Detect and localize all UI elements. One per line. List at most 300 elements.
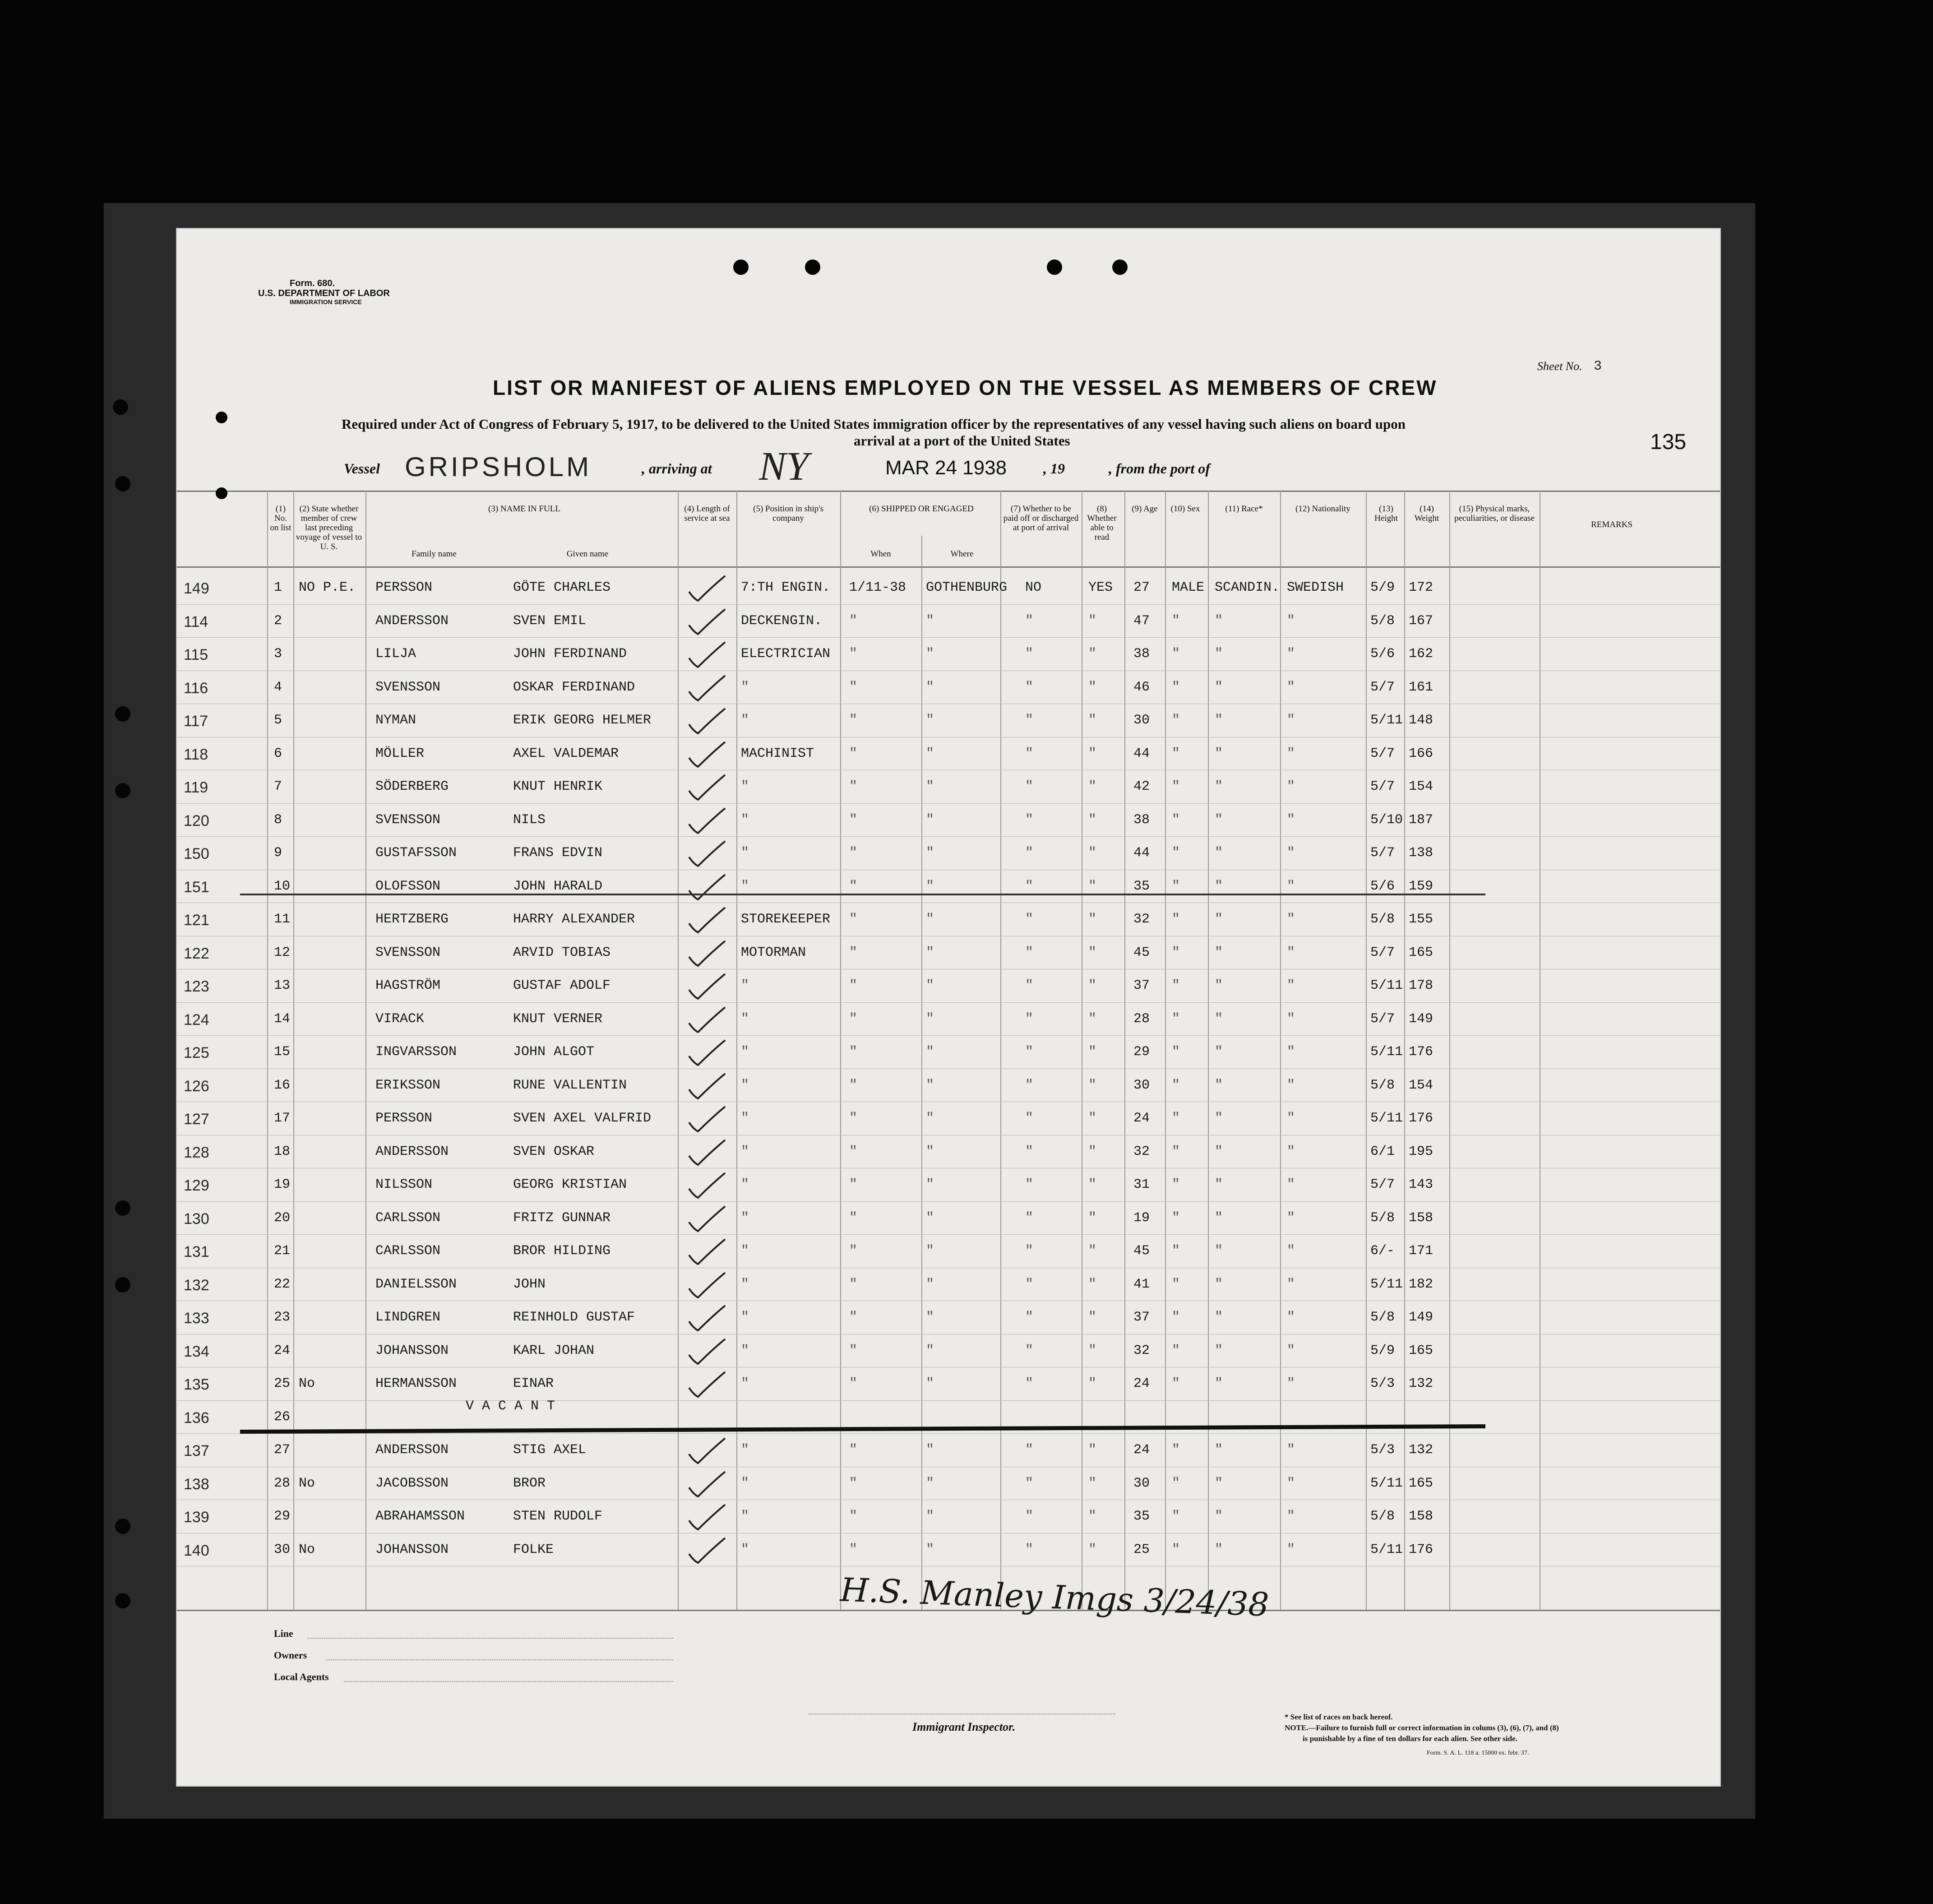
row-position: " xyxy=(741,845,749,861)
row-position: " xyxy=(741,978,749,993)
table-top-rule xyxy=(177,491,1720,492)
row-sex: " xyxy=(1172,1343,1180,1358)
row-position: " xyxy=(741,1310,749,1325)
punch-hole xyxy=(1112,259,1128,275)
row-shipped-where: " xyxy=(926,1044,934,1060)
row-list-number: 27 xyxy=(274,1442,291,1458)
row-weight: 176 xyxy=(1409,1111,1434,1126)
row-weight: 158 xyxy=(1409,1509,1434,1524)
row-nationality: " xyxy=(1287,746,1295,761)
row-height: 5/7 xyxy=(1370,1011,1395,1027)
row-paid-off: " xyxy=(1025,1210,1034,1226)
row-list-number: 26 xyxy=(274,1409,291,1425)
row-position: " xyxy=(741,1376,749,1391)
row-list-number: 17 xyxy=(274,1111,291,1126)
row-able-read: " xyxy=(1088,845,1097,861)
row-paid-off: " xyxy=(1025,912,1034,927)
col-header-able-read: (8) Whether able to read xyxy=(1087,504,1117,542)
row-race: " xyxy=(1215,1343,1223,1358)
table-row xyxy=(177,1235,1720,1268)
row-shipped-when: " xyxy=(849,878,858,894)
row-age: 37 xyxy=(1133,978,1150,993)
row-sex: " xyxy=(1172,1177,1180,1192)
row-sex: " xyxy=(1172,978,1180,993)
row-shipped-where: GOTHENBURG xyxy=(926,580,1008,595)
row-line-number: 131 xyxy=(184,1243,209,1260)
row-position: DECKENGIN. xyxy=(741,613,823,629)
row-shipped-when: " xyxy=(849,646,858,662)
row-sex: " xyxy=(1172,613,1180,629)
row-age: 30 xyxy=(1133,713,1150,728)
row-nationality: " xyxy=(1287,779,1295,794)
row-shipped-when: 1/11-38 xyxy=(849,580,906,595)
row-line-number: 123 xyxy=(184,978,209,995)
row-able-read: " xyxy=(1088,1243,1097,1259)
check-mark-icon xyxy=(687,972,727,1003)
row-position: MACHINIST xyxy=(741,746,814,761)
check-mark-icon xyxy=(687,1204,727,1236)
row-age: 45 xyxy=(1133,1243,1150,1259)
row-able-read: " xyxy=(1088,679,1097,695)
row-paid-off: " xyxy=(1025,1044,1034,1060)
table-row xyxy=(177,937,1720,970)
row-paid-off: " xyxy=(1025,945,1034,960)
row-rule xyxy=(177,1234,1720,1235)
manifest-subtitle-2: arrival at a port of the United States xyxy=(854,433,1070,449)
row-nationality: " xyxy=(1287,1509,1295,1524)
row-sex: " xyxy=(1172,812,1180,828)
row-line-number: 137 xyxy=(184,1442,209,1459)
row-shipped-when: " xyxy=(849,1509,858,1524)
col-header-race: (11) Race* xyxy=(1225,504,1263,514)
row-shipped-when: " xyxy=(849,1442,858,1458)
row-given-name: SVEN EMIL xyxy=(513,613,587,629)
row-list-number: 3 xyxy=(274,646,282,662)
row-line-number: 122 xyxy=(184,945,209,962)
table-row xyxy=(177,605,1720,638)
row-weight: 176 xyxy=(1409,1542,1434,1557)
row-shipped-when: " xyxy=(849,1111,858,1126)
row-position: " xyxy=(741,878,749,894)
row-race: " xyxy=(1215,746,1223,761)
row-list-number: 13 xyxy=(274,978,291,993)
footer-field-line xyxy=(326,1659,673,1660)
row-nationality: " xyxy=(1287,1243,1295,1259)
row-position: " xyxy=(741,1044,749,1060)
row-age: 42 xyxy=(1133,779,1150,794)
row-height: 5/9 xyxy=(1370,1343,1395,1358)
row-shipped-when: " xyxy=(849,1310,858,1325)
row-position: " xyxy=(741,1177,749,1192)
row-list-number: 12 xyxy=(274,945,291,960)
table-row xyxy=(177,572,1720,605)
row-given-name: RUNE VALLENTIN xyxy=(513,1077,627,1093)
manifest-subtitle: Required under Act of Congress of February 5, 1917, to be delivered to the United States immigration officer by the representatives of any vessel having such aliens on board upon xyxy=(342,416,1406,432)
row-paid-off: " xyxy=(1025,845,1034,861)
row-race: " xyxy=(1215,613,1223,629)
row-shipped-where: " xyxy=(926,912,934,927)
col-header-length-service: (4) Length of service at sea xyxy=(684,504,730,523)
row-race: " xyxy=(1215,812,1223,828)
row-race: " xyxy=(1215,945,1223,960)
sheet-number: 3 xyxy=(1594,359,1602,374)
check-mark-icon xyxy=(687,640,727,672)
row-shipped-where: " xyxy=(926,679,934,695)
row-line-number: 134 xyxy=(184,1343,209,1360)
row-weight: 195 xyxy=(1409,1144,1434,1159)
row-nationality: " xyxy=(1287,1442,1295,1458)
row-able-read: " xyxy=(1088,978,1097,993)
check-mark-icon xyxy=(687,1536,727,1567)
row-race: " xyxy=(1215,978,1223,993)
row-position: " xyxy=(741,1077,749,1093)
row-shipped-where: " xyxy=(926,1376,934,1391)
check-mark-icon xyxy=(687,607,727,639)
row-line-number: 130 xyxy=(184,1210,209,1228)
row-list-number: 2 xyxy=(274,613,282,629)
col-header-remarks: REMARKS xyxy=(1591,520,1632,529)
row-given-name: BROR xyxy=(513,1475,546,1491)
row-paid-off: " xyxy=(1025,1343,1034,1358)
row-family-name: OLOFSSON xyxy=(375,878,441,894)
row-given-name: GÖTE CHARLES xyxy=(513,580,611,595)
row-paid-off: " xyxy=(1025,679,1034,695)
row-paid-off: " xyxy=(1025,1442,1034,1458)
row-shipped-when: " xyxy=(849,1243,858,1259)
row-height: 5/11 xyxy=(1370,1276,1403,1292)
row-paid-off: " xyxy=(1025,878,1034,894)
check-mark-icon xyxy=(687,574,727,605)
row-race: " xyxy=(1215,1542,1223,1557)
table-row xyxy=(177,1368,1720,1401)
row-age: 38 xyxy=(1133,812,1150,828)
row-able-read: " xyxy=(1088,713,1097,728)
row-list-number: 6 xyxy=(274,746,282,761)
row-paid-off: " xyxy=(1025,1177,1034,1192)
punch-hole xyxy=(1047,259,1062,275)
row-height: 5/11 xyxy=(1370,1475,1403,1491)
row-family-name: ERIKSSON xyxy=(375,1077,441,1093)
row-position: " xyxy=(741,1509,749,1524)
row-shipped-when: " xyxy=(849,1044,858,1060)
row-position: " xyxy=(741,1276,749,1292)
row-shipped-when: " xyxy=(849,1011,858,1027)
row-line-number: 126 xyxy=(184,1077,209,1095)
row-paid-off: " xyxy=(1025,746,1034,761)
row-able-read: " xyxy=(1088,1210,1097,1226)
check-mark-icon xyxy=(687,839,727,871)
row-nationality: " xyxy=(1287,978,1295,993)
row-nationality: " xyxy=(1287,646,1295,662)
row-rule xyxy=(177,803,1720,804)
row-height: 5/10 xyxy=(1370,812,1403,828)
check-mark-icon xyxy=(687,1370,727,1401)
row-given-name: OSKAR FERDINAND xyxy=(513,679,635,695)
col-header-position: (5) Position in ship's company xyxy=(753,504,823,523)
row-line-number: 139 xyxy=(184,1509,209,1526)
row-line-number: 132 xyxy=(184,1276,209,1294)
row-sex: " xyxy=(1172,1210,1180,1226)
row-sex: " xyxy=(1172,679,1180,695)
row-nationality: " xyxy=(1287,1044,1295,1060)
table-row xyxy=(177,1335,1720,1368)
row-shipped-when: " xyxy=(849,978,858,993)
table-row xyxy=(177,1302,1720,1334)
row-position: STOREKEEPER xyxy=(741,912,831,927)
punch-hole xyxy=(805,259,820,275)
col-header-physical-marks: (15) Physical marks, peculiarities, or disease xyxy=(1454,504,1535,523)
row-height: 5/3 xyxy=(1370,1376,1395,1391)
col-header-family-name: Family name xyxy=(412,549,457,559)
row-shipped-where: " xyxy=(926,613,934,629)
row-shipped-when: " xyxy=(849,1376,858,1391)
row-race: " xyxy=(1215,1011,1223,1027)
row-shipped-where: " xyxy=(926,945,934,960)
footer-note-2: NOTE.—Failure to furnish full or correct information in colums (3), (6), (7), and (8) xyxy=(1285,1723,1559,1732)
row-given-name: ERIK GEORG HELMER xyxy=(513,713,652,728)
row-list-number: 5 xyxy=(274,713,282,728)
row-position: " xyxy=(741,1243,749,1259)
row-paid-off: " xyxy=(1025,1509,1034,1524)
row-sex: " xyxy=(1172,1011,1180,1027)
row-height: 5/9 xyxy=(1370,580,1395,595)
row-age: 44 xyxy=(1133,845,1150,861)
row-list-number: 20 xyxy=(274,1210,291,1226)
row-position: MOTORMAN xyxy=(741,945,806,960)
department-name: U.S. DEPARTMENT OF LABOR xyxy=(258,288,390,298)
row-position: 7:TH ENGIN. xyxy=(741,580,831,595)
row-given-name: REINHOLD GUSTAF xyxy=(513,1310,635,1325)
row-age: 19 xyxy=(1133,1210,1150,1226)
row-nationality: " xyxy=(1287,945,1295,960)
row-family-name: HERTZBERG xyxy=(375,912,449,927)
row-sex: " xyxy=(1172,713,1180,728)
row-shipped-where: " xyxy=(926,1509,934,1524)
row-height: 5/6 xyxy=(1370,878,1395,894)
row-age: 24 xyxy=(1133,1376,1150,1391)
row-able-read: " xyxy=(1088,646,1097,662)
row-weight: 158 xyxy=(1409,1210,1434,1226)
row-family-name: ANDERSSON xyxy=(375,613,449,629)
row-sex: " xyxy=(1172,945,1180,960)
table-row xyxy=(177,638,1720,671)
row-height: 5/11 xyxy=(1370,1044,1403,1060)
row-family-name: SVENSSON xyxy=(375,945,441,960)
row-nationality: " xyxy=(1287,713,1295,728)
row-race: " xyxy=(1215,646,1223,662)
row-given-name: JOHN xyxy=(513,1276,546,1292)
table-row xyxy=(177,903,1720,936)
row-shipped-where: " xyxy=(926,779,934,794)
row-race: " xyxy=(1215,1442,1223,1458)
check-mark-icon xyxy=(687,1005,727,1037)
row-list-number: 19 xyxy=(274,1177,291,1192)
table-header-rule xyxy=(177,566,1720,568)
row-nationality: " xyxy=(1287,1210,1295,1226)
row-shipped-when: " xyxy=(849,1177,858,1192)
row-able-read: YES xyxy=(1088,580,1113,595)
row-list-number: 16 xyxy=(274,1077,291,1093)
row-shipped-when: " xyxy=(849,1210,858,1226)
binder-hole xyxy=(115,783,130,798)
table-row xyxy=(177,837,1720,870)
row-shipped-where: " xyxy=(926,1210,934,1226)
from-port-label: , from the port of xyxy=(1109,460,1210,477)
row-line-number: 124 xyxy=(184,1011,209,1028)
row-height: 5/8 xyxy=(1370,912,1395,927)
row-height: 5/7 xyxy=(1370,845,1395,861)
inspector-signature: H.S. Manley Imgs 3/24/38 xyxy=(839,1570,1270,1624)
table-row xyxy=(177,804,1720,837)
row-race: " xyxy=(1215,878,1223,894)
row-paid-off: " xyxy=(1025,1111,1034,1126)
row-paid-off: " xyxy=(1025,646,1034,662)
row-nationality: " xyxy=(1287,1111,1295,1126)
row-shipped-when: " xyxy=(849,1077,858,1093)
row-family-name: MÖLLER xyxy=(375,746,425,761)
row-paid-off: " xyxy=(1025,1011,1034,1027)
row-weight: 162 xyxy=(1409,646,1434,662)
row-rule xyxy=(177,836,1720,837)
row-height: 5/11 xyxy=(1370,713,1403,728)
row-position: " xyxy=(741,1442,749,1458)
row-shipped-when: " xyxy=(849,1144,858,1159)
row-line-number: 150 xyxy=(184,845,209,862)
row-nationality: " xyxy=(1287,1276,1295,1292)
row-age: 27 xyxy=(1133,580,1150,595)
row-able-read: " xyxy=(1088,1376,1097,1391)
row-given-name: JOHN FERDINAND xyxy=(513,646,627,662)
row-family-name: ANDERSSON xyxy=(375,1442,449,1458)
row-family-name: ABRAHAMSSON xyxy=(375,1509,465,1524)
check-mark-icon xyxy=(687,806,727,838)
row-given-name: HARRY ALEXANDER xyxy=(513,912,635,927)
row-paid-off: " xyxy=(1025,613,1034,629)
row-weight: 187 xyxy=(1409,812,1434,828)
row-line-number: 116 xyxy=(184,679,208,697)
row-given-name: FRANS EDVIN xyxy=(513,845,603,861)
row-family-name: HERMANSSON xyxy=(375,1376,457,1391)
row-list-number: 4 xyxy=(274,679,282,695)
row-able-read: " xyxy=(1088,1310,1097,1325)
row-line-number: 125 xyxy=(184,1044,209,1061)
table-row xyxy=(177,1103,1720,1135)
binder-hole xyxy=(115,1200,130,1216)
row-shipped-where: " xyxy=(926,1276,934,1292)
row-given-name: JOHN HARALD xyxy=(513,878,603,894)
row-paid-off: " xyxy=(1025,779,1034,794)
row-sex: " xyxy=(1172,845,1180,861)
row-given-name: FRITZ GUNNAR xyxy=(513,1210,611,1226)
table-row xyxy=(177,771,1720,804)
row-family-name: CARLSSON xyxy=(375,1210,441,1226)
col-header-shipped: (6) SHIPPED OR ENGAGED xyxy=(869,504,974,514)
arrival-date-stamp: MAR 24 1938 xyxy=(885,457,1007,479)
row-able-read: " xyxy=(1088,1077,1097,1093)
check-mark-icon xyxy=(687,773,727,804)
row-line-number: 149 xyxy=(184,580,209,597)
row-sex: " xyxy=(1172,1077,1180,1093)
row-height: 5/7 xyxy=(1370,1177,1395,1192)
row-list-number: 28 xyxy=(274,1475,291,1491)
binder-hole xyxy=(115,1593,130,1608)
col-header-weight: (14) Weight xyxy=(1414,504,1439,523)
row-weight: 165 xyxy=(1409,1343,1434,1358)
row-race: " xyxy=(1215,779,1223,794)
row-height: 5/7 xyxy=(1370,679,1395,695)
row-line-number: 114 xyxy=(184,613,208,630)
row-family-name: CARLSSON xyxy=(375,1243,441,1259)
row-sex: MALE xyxy=(1172,580,1205,595)
row-able-read: " xyxy=(1088,1177,1097,1192)
row-line-number: 115 xyxy=(184,646,208,663)
row-shipped-where: " xyxy=(926,1442,934,1458)
form-number: Form. 680. xyxy=(290,278,335,288)
row-age: 35 xyxy=(1133,1509,1150,1524)
service-name: IMMIGRATION SERVICE xyxy=(290,298,362,306)
check-mark-icon xyxy=(687,1469,727,1501)
row-given-name: GEORG KRISTIAN xyxy=(513,1177,627,1192)
row-line-number: 118 xyxy=(184,746,208,763)
row-paid-off: " xyxy=(1025,1376,1034,1391)
row-able-read: " xyxy=(1088,878,1097,894)
row-rule xyxy=(177,1433,1720,1434)
row-rule xyxy=(177,637,1720,638)
row-given-name: VACANT xyxy=(466,1398,564,1414)
row-line-number: 129 xyxy=(184,1177,209,1194)
strike-line-row-10 xyxy=(240,894,1485,895)
row-race: " xyxy=(1215,1077,1223,1093)
row-height: 6/- xyxy=(1370,1243,1395,1259)
row-given-name: JOHN ALGOT xyxy=(513,1044,595,1060)
check-mark-icon xyxy=(687,706,727,738)
row-weight: 165 xyxy=(1409,945,1434,960)
row-able-read: " xyxy=(1088,1343,1097,1358)
check-mark-icon xyxy=(687,1337,727,1368)
row-paid-off: " xyxy=(1025,1310,1034,1325)
table-row xyxy=(177,1434,1720,1467)
row-family-name: NYMAN xyxy=(375,713,416,728)
row-list-number: 11 xyxy=(274,912,291,927)
row-shipped-where: " xyxy=(926,1475,934,1491)
row-shipped-when: " xyxy=(849,912,858,927)
row-height: 5/8 xyxy=(1370,613,1395,629)
row-rule xyxy=(177,1035,1720,1036)
row-position: " xyxy=(741,812,749,828)
row-previous-voyage: No xyxy=(299,1542,315,1557)
row-age: 35 xyxy=(1133,878,1150,894)
vessel-name: GRIPSHOLM xyxy=(405,452,592,482)
row-shipped-where: " xyxy=(926,878,934,894)
row-given-name: KNUT HENRIK xyxy=(513,779,603,794)
row-nationality: " xyxy=(1287,845,1295,861)
check-mark-icon xyxy=(687,1171,727,1202)
row-position: " xyxy=(741,1111,749,1126)
row-nationality: " xyxy=(1287,1310,1295,1325)
crew-table-body xyxy=(177,572,1720,1605)
row-age: 32 xyxy=(1133,1144,1150,1159)
row-shipped-where: " xyxy=(926,1111,934,1126)
row-age: 28 xyxy=(1133,1011,1150,1027)
row-height: 5/7 xyxy=(1370,746,1395,761)
row-nationality: " xyxy=(1287,1376,1295,1391)
row-age: 38 xyxy=(1133,646,1150,662)
check-mark-icon xyxy=(687,1270,727,1302)
row-nationality: " xyxy=(1287,1077,1295,1093)
binder-hole xyxy=(216,487,227,499)
row-list-number: 30 xyxy=(274,1542,291,1557)
row-weight: 166 xyxy=(1409,746,1434,761)
